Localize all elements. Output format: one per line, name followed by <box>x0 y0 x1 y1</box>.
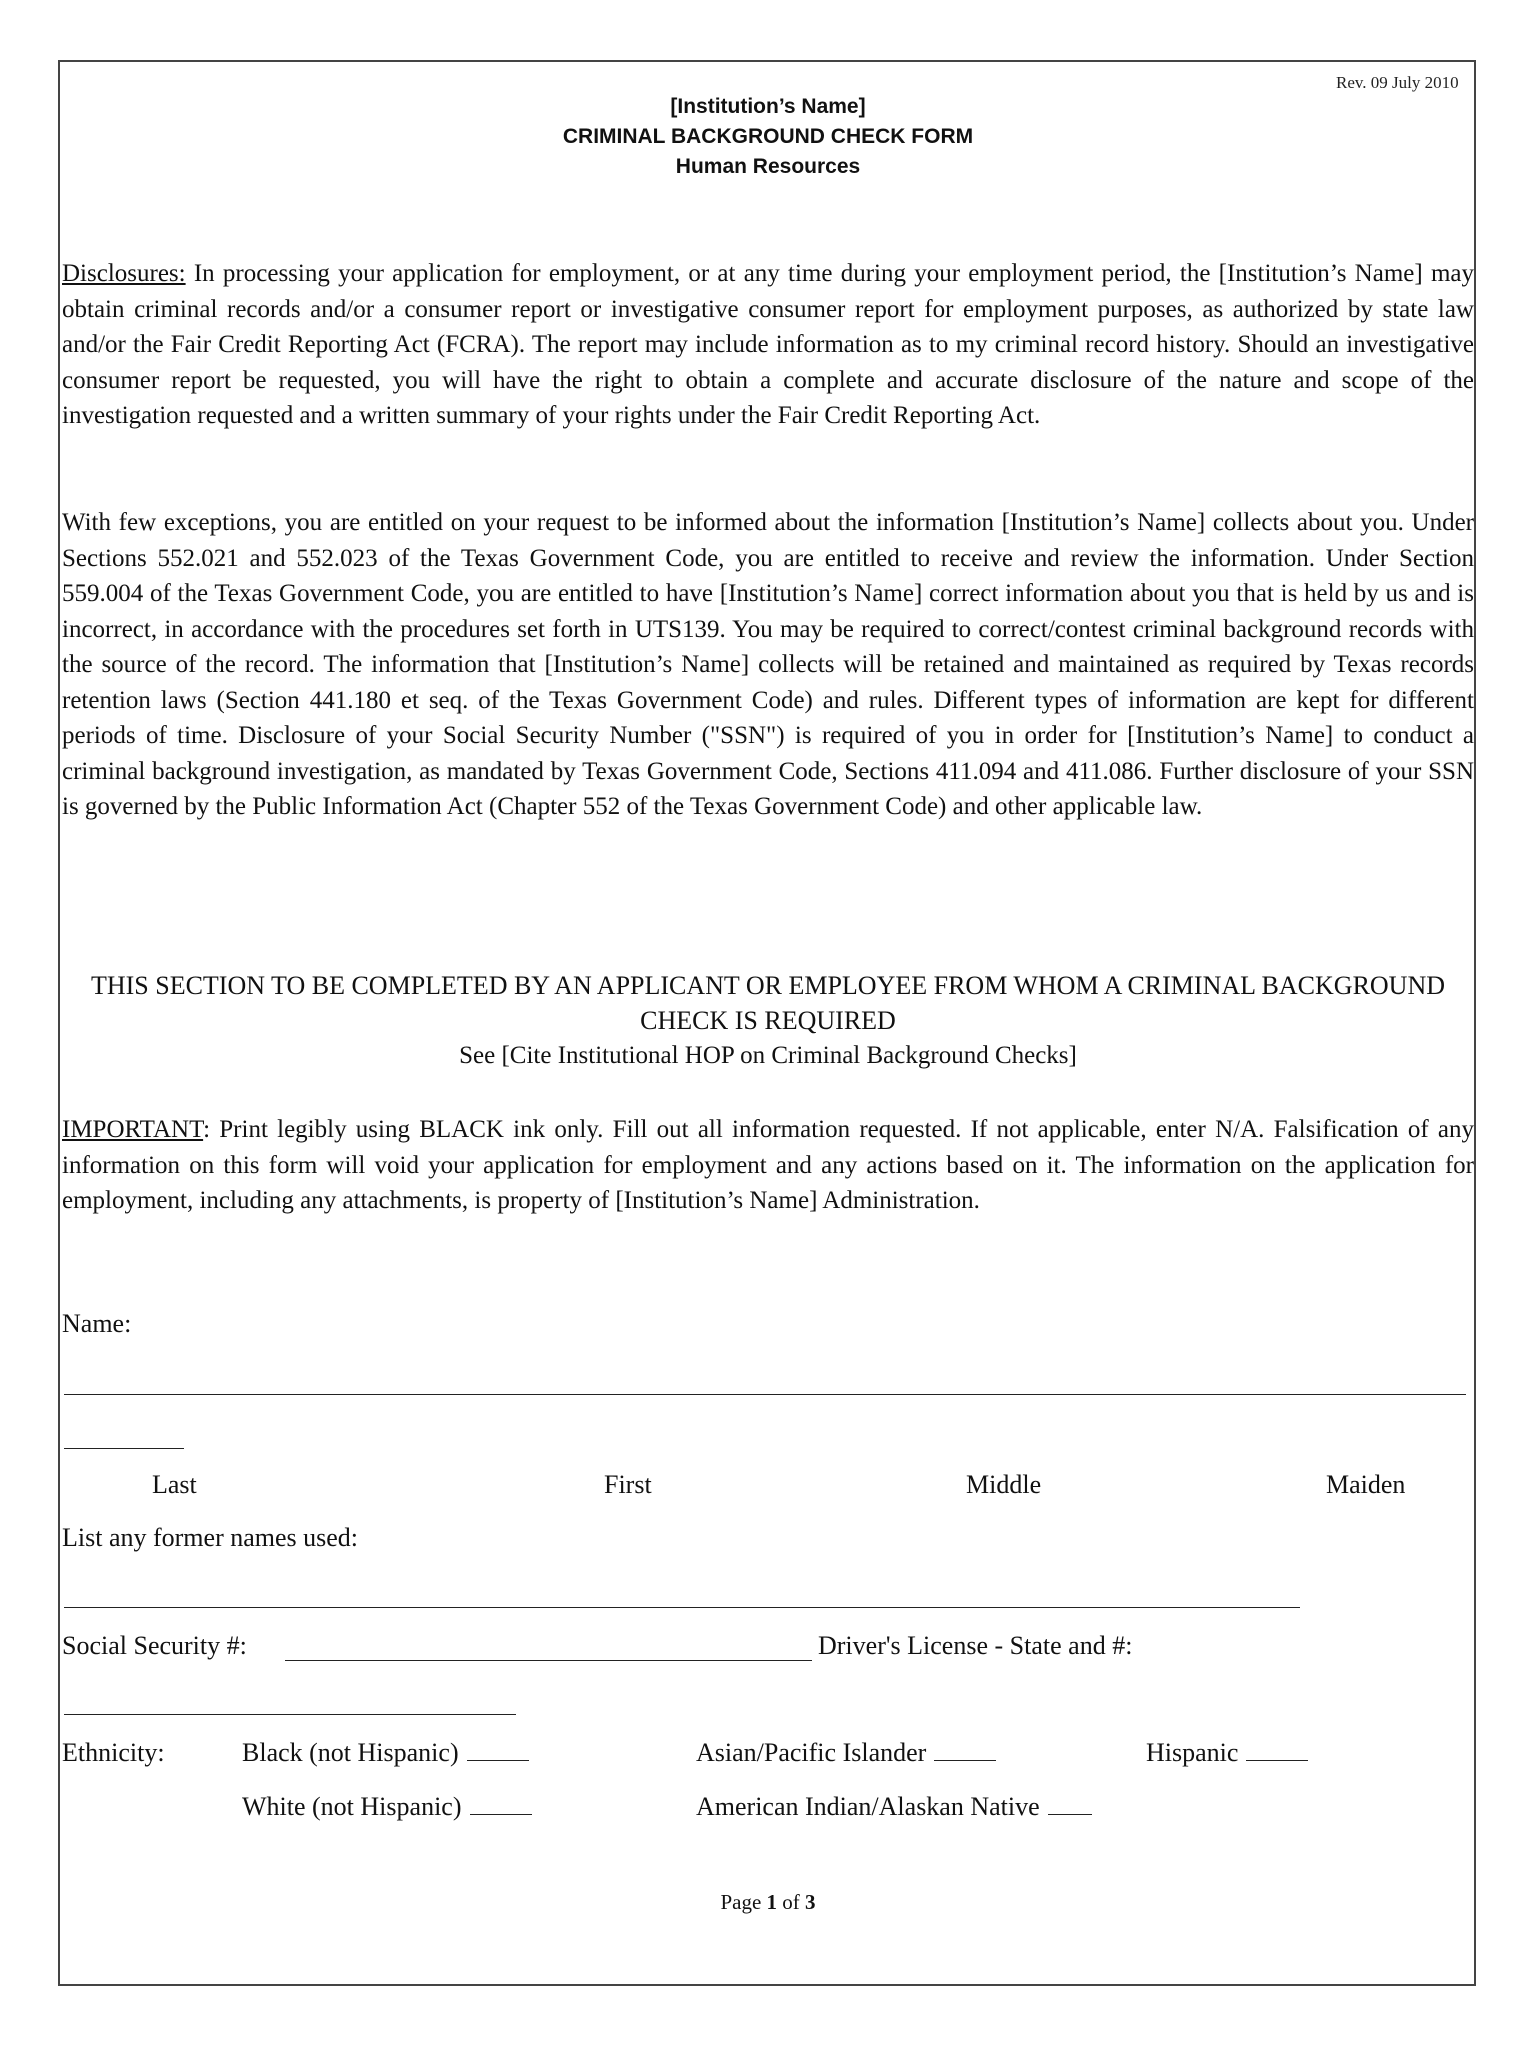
drivers-license-input-line[interactable] <box>64 1714 516 1715</box>
ethnicity-asian-label: Asian/Pacific Islander <box>696 1738 927 1767</box>
ethnicity-option-black <box>242 1737 529 1769</box>
important-paragraph <box>62 1112 1474 1219</box>
name-part-middle: Middle <box>966 1470 1042 1499</box>
ethnicity-black-label: Black (not Hispanic) <box>242 1738 459 1767</box>
ssn-input-line[interactable] <box>285 1660 812 1661</box>
ethnicity-native-blank[interactable] <box>1048 1792 1092 1815</box>
ethnicity-asian-blank[interactable] <box>934 1738 996 1761</box>
ethnicity-white-label: White (not Hispanic) <box>242 1792 462 1821</box>
disclosures-text: In processing your application for employment, or at any time during your employment period, the [Institution’s Name] may obtain criminal records and/or a consumer report or investigative consumer report for employment purposes, as authorized by state law and/or the Fair Credit Reporting Act (FCRA). The report may include information as to my criminal record history. Should an investigative consumer report be requested, you will have the right to obtain a complete and accurate disclosure of the nature and scope of the investigation requested and a written summary of your rights under the Fair Credit Reporting Act. <box>62 260 1474 429</box>
important-text: : Print legibly using BLACK ink only. Fill out all information requested. If not applicable, enter N/A. Falsification of any information on this form will void your application for employment and any actions based on it. The information on the application for employment, including any attachments, is property of [Institution’s Name] Administration. <box>62 1116 1474 1214</box>
ethnicity-option-asian <box>696 1737 996 1769</box>
former-names-input-line[interactable] <box>64 1607 1300 1608</box>
page-current: 1 <box>766 1890 778 1914</box>
drivers-license-label: Driver's License - State and #: <box>818 1631 1133 1660</box>
revision-date: Rev. 09 July 2010 <box>1336 73 1459 92</box>
ethnicity-option-white <box>242 1791 532 1823</box>
name-input-line-continued[interactable] <box>64 1448 184 1449</box>
page-word: Page <box>720 1890 762 1914</box>
disclosures-paragraph <box>62 256 1474 434</box>
disclosures-label: Disclosures: <box>62 260 186 287</box>
page-of-word: of <box>782 1890 800 1914</box>
rights-paragraph: With few exceptions, you are entitled on your request to be informed about the information [Institution’s Name] collects about you. Under Sections 552.021 and 552.023 of the Texas Government Code, you are entitled to receive and review the information. Under Section 559.004 of the Texas Government Code, you are entitled to have [Institution’s Name] correct information about you that is held by us and is incorrect, in accordance with the procedures set forth in UTS139. You may be required to correct/contest criminal background records with the source of the record. The information that [Institution’s Name] collects will be retained and maintained as required by Texas records retention laws (Section 441.180 et seq. of the Texas Government Code) and rules. Different types of information are kept for different periods of time. Disclosure of your Social Security Number ("SSN") is required of you in order for [Institution’s Name] to conduct a criminal background investigation, as mandated by Texas Government Code, Sections 411.094 and 411.086. Further disclosure of your SSN is governed by the Public Information Act (Chapter 552 of the Texas Government Code) and other applicable law. <box>62 509 1474 820</box>
section-title: THIS SECTION TO BE COMPLETED BY AN APPLICANT OR EMPLOYEE FROM WHOM A CRIMINAL BACKGROUND CHECK IS REQUIRED <box>90 971 1446 1035</box>
ethnicity-hispanic-label: Hispanic <box>1146 1738 1239 1767</box>
page-number <box>0 1890 1536 1915</box>
ethnicity-native-label: American Indian/Alaskan Native <box>696 1792 1040 1821</box>
form-title: CRIMINAL BACKGROUND CHECK FORM <box>562 125 974 148</box>
ethnicity-white-blank[interactable] <box>470 1792 532 1815</box>
name-label: Name: <box>62 1309 132 1338</box>
name-input-line[interactable] <box>64 1394 1466 1395</box>
section-subtitle: See [Cite Institutional HOP on Criminal Background Checks] <box>459 1042 1077 1069</box>
ssn-label: Social Security #: <box>62 1631 247 1660</box>
page-total: 3 <box>805 1890 816 1914</box>
ethnicity-option-native <box>696 1791 1092 1823</box>
name-part-last: Last <box>152 1470 197 1499</box>
former-names-label: List any former names used: <box>62 1523 359 1552</box>
name-part-maiden: Maiden <box>1326 1470 1406 1499</box>
ethnicity-black-blank[interactable] <box>467 1738 529 1761</box>
ethnicity-label: Ethnicity: <box>62 1738 165 1767</box>
institution-name: [Institution’s Name] <box>670 95 866 118</box>
important-label: IMPORTANT <box>62 1116 204 1143</box>
department-name: Human Resources <box>675 155 861 178</box>
ethnicity-hispanic-blank[interactable] <box>1246 1738 1308 1761</box>
name-part-first: First <box>604 1470 652 1499</box>
ethnicity-option-hispanic <box>1146 1737 1308 1769</box>
